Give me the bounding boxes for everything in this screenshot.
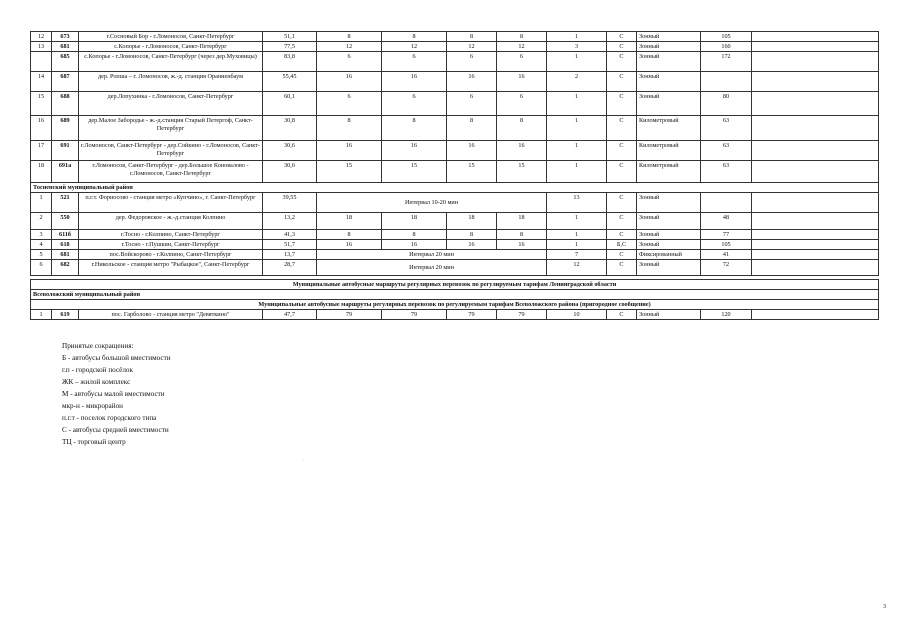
- route-code: 619: [52, 310, 79, 320]
- trips-value: 16: [317, 240, 382, 250]
- abbreviation-item: мкр-н - микрорайон: [62, 402, 124, 410]
- route-length: 39,55: [263, 193, 317, 213]
- table-row: [31, 250, 879, 260]
- trips-value: 79: [447, 310, 497, 320]
- route-length: 30,6: [263, 161, 317, 183]
- trips-value: 6: [382, 92, 447, 116]
- price: 63: [701, 116, 752, 141]
- tariff-type: Зонный: [637, 193, 701, 213]
- vehicle-class: С: [607, 230, 637, 240]
- vehicle-class: С: [607, 260, 637, 276]
- trips-value: 8: [382, 116, 447, 141]
- route-code: 521: [52, 193, 79, 213]
- trips-value: 6: [317, 52, 382, 72]
- route-name: с.Копорье - г.Ломоносов, Санкт-Петербург: [79, 42, 263, 52]
- route-length: 77,5: [263, 42, 317, 52]
- vehicles-count: 12: [547, 260, 607, 276]
- route-code: 611б: [52, 230, 79, 240]
- row-number: 5: [31, 250, 52, 260]
- price: 63: [701, 161, 752, 183]
- route-length: 60,1: [263, 92, 317, 116]
- vehicle-class: С: [607, 32, 637, 42]
- price: 41: [701, 250, 752, 260]
- abbreviations-legend: [62, 340, 171, 448]
- trips-value: 16: [382, 141, 447, 161]
- trips-value: 8: [382, 32, 447, 42]
- route-length: 28,7: [263, 260, 317, 276]
- tariff-type: Километровый: [637, 141, 701, 161]
- route-name: г.Никольское - станция метро "Рыбацкое", Санкт-Петербург: [79, 260, 263, 276]
- trips-value: 6: [497, 92, 547, 116]
- price: 172: [701, 52, 752, 72]
- route-code: 688: [52, 92, 79, 116]
- route-code: 691а: [52, 161, 79, 183]
- notes: [752, 92, 879, 116]
- tariff-type: Километровый: [637, 161, 701, 183]
- trips-value: 79: [317, 310, 382, 320]
- trips-value: 12: [382, 42, 447, 52]
- price: [701, 72, 752, 92]
- trips-value: 16: [447, 141, 497, 161]
- notes: [752, 193, 879, 213]
- table-row: [31, 72, 879, 92]
- vehicle-class: С: [607, 310, 637, 320]
- notes: [752, 260, 879, 276]
- route-name: г.Тосно - г.Пушкин, Санкт-Петербург: [79, 240, 263, 250]
- route-code: 685: [52, 52, 79, 72]
- trips-value: 15: [447, 161, 497, 183]
- price: 160: [701, 42, 752, 52]
- trips-value: 18: [497, 213, 547, 230]
- abbreviation-item: ЖК – жилой комплекс: [62, 378, 131, 386]
- tariff-type: Фиксированный: [637, 250, 701, 260]
- table-row: [31, 116, 879, 141]
- price: 105: [701, 240, 752, 250]
- tariff-type: Зонный: [637, 32, 701, 42]
- trips-value: 16: [317, 141, 382, 161]
- scan-dot: ·: [303, 458, 305, 463]
- row-number: 1: [31, 310, 52, 320]
- notes: [752, 52, 879, 72]
- abbreviation-item: ТЦ - торговый центр: [62, 438, 126, 446]
- trips-value: 8: [317, 116, 382, 141]
- trips-value: 16: [447, 240, 497, 250]
- abbreviation-item: М - автобусы малой вместимости: [62, 390, 165, 398]
- vehicles-count: 13: [547, 193, 607, 213]
- notes: [752, 42, 879, 52]
- trips-value: 8: [497, 230, 547, 240]
- district-vsevolozhsk-label: Всеволожский муниципальный район: [31, 290, 879, 300]
- route-name: г.Сосновый Бор - г.Ломоносов, Санкт-Петербург: [79, 32, 263, 42]
- trips-value: 16: [317, 72, 382, 92]
- abbreviation-item: Б - автобусы большой вместимости: [62, 354, 171, 362]
- route-name: п.г.т. Форносово - станция метро «Купчино», г. Санкт-Петербург: [79, 193, 263, 213]
- table-row: [31, 260, 879, 276]
- route-code: 550: [52, 213, 79, 230]
- vehicles-count: 1: [547, 230, 607, 240]
- section-header: [31, 276, 879, 310]
- interval-note: Интервал 20 мин: [317, 250, 547, 260]
- trips-value: 8: [447, 116, 497, 141]
- table-row: [31, 52, 879, 72]
- route-length: 41,3: [263, 230, 317, 240]
- route-name: дер. Ропша – г. Ломоносов, ж.-д. станция Ораниенбаум: [79, 72, 263, 92]
- vehicle-class: С: [607, 250, 637, 260]
- trips-value: 8: [497, 32, 547, 42]
- row-number: 3: [31, 230, 52, 240]
- route-name: с.Копорье - г.Ломоносов, Санкт-Петербург (через дер.Муховицы): [79, 52, 263, 72]
- vehicle-class: Б,С: [607, 240, 637, 250]
- route-length: 55,45: [263, 72, 317, 92]
- trips-value: 6: [382, 52, 447, 72]
- vehicles-count: 1: [547, 52, 607, 72]
- vehicle-class: С: [607, 213, 637, 230]
- routes-table: [30, 31, 879, 320]
- vehicle-class: С: [607, 52, 637, 72]
- row-number: 4: [31, 240, 52, 250]
- price: 63: [701, 141, 752, 161]
- tariff-type: Зонный: [637, 52, 701, 72]
- vehicles-count: 10: [547, 310, 607, 320]
- price: 80: [701, 92, 752, 116]
- table-row: [31, 193, 879, 213]
- vehicle-class: С: [607, 116, 637, 141]
- trips-value: 18: [447, 213, 497, 230]
- price: 105: [701, 32, 752, 42]
- tariff-type: Зонный: [637, 310, 701, 320]
- abbreviations-list: [62, 352, 171, 448]
- row-number: 16: [31, 116, 52, 141]
- tariff-type: Зонный: [637, 260, 701, 276]
- row-number: 13: [31, 42, 52, 52]
- trips-value: 16: [497, 141, 547, 161]
- route-code: 618: [52, 240, 79, 250]
- route-name: дер.Лопухинка - г.Ломоносов, Санкт-Петербург: [79, 92, 263, 116]
- trips-value: 16: [497, 240, 547, 250]
- route-code: 681: [52, 42, 79, 52]
- price: [701, 193, 752, 213]
- interval-note: Интервал 20 мин: [317, 260, 547, 276]
- section-title: Муниципальные автобусные маршруты регулярных перевозок по регулируемым тарифам Ленинградской области: [31, 280, 879, 290]
- route-length: 13,2: [263, 213, 317, 230]
- route-name: дер. Федоровское - ж.-д.станция Колпино: [79, 213, 263, 230]
- abbreviation-item: г.п - городской посёлок: [62, 366, 133, 374]
- row-number: 15: [31, 92, 52, 116]
- row-number: 12: [31, 32, 52, 42]
- vehicles-count: 1: [547, 240, 607, 250]
- vehicle-class: С: [607, 141, 637, 161]
- route-name: г.Ломоносов, Санкт-Петербург - дер.Сойкино - г.Ломоносов, Санкт-Петербург: [79, 141, 263, 161]
- route-code: 689: [52, 116, 79, 141]
- trips-value: 18: [317, 213, 382, 230]
- trips-value: 79: [382, 310, 447, 320]
- trips-value: 16: [382, 240, 447, 250]
- trips-value: 8: [447, 32, 497, 42]
- trips-value: 15: [497, 161, 547, 183]
- page-number: 3: [883, 604, 886, 610]
- trips-value: 12: [447, 42, 497, 52]
- row-number: 6: [31, 260, 52, 276]
- district-tosno: [31, 183, 879, 193]
- table-row: [31, 161, 879, 183]
- route-name: дер.Малое Забородье - ж.-д.станция Старый Петергоф, Санкт-Петербург: [79, 116, 263, 141]
- route-code: 687: [52, 72, 79, 92]
- district-tosno-label: Тосненский муниципальный район: [31, 183, 879, 193]
- row-number: 18: [31, 161, 52, 183]
- notes: [752, 161, 879, 183]
- trips-value: 8: [317, 32, 382, 42]
- abbreviations-heading: Принятые сокращения:: [62, 342, 134, 350]
- tariff-type: Зонный: [637, 230, 701, 240]
- subsection-title: Муниципальные автобусные маршруты регулярных перевозок по регулируемым тарифам Всеволожского района (пригородное сообщение): [31, 300, 879, 310]
- row-number: 14: [31, 72, 52, 92]
- notes: [752, 250, 879, 260]
- route-length: 51,7: [263, 240, 317, 250]
- table-row: [31, 141, 879, 161]
- trips-value: 6: [447, 52, 497, 72]
- route-length: 30,6: [263, 141, 317, 161]
- tariff-type: Зонный: [637, 72, 701, 92]
- vehicles-count: 1: [547, 32, 607, 42]
- row-number: 1: [31, 193, 52, 213]
- vehicle-class: С: [607, 193, 637, 213]
- vehicles-count: 1: [547, 92, 607, 116]
- vehicle-class: С: [607, 72, 637, 92]
- table-row: [31, 213, 879, 230]
- route-code: 681: [52, 250, 79, 260]
- vehicle-class: С: [607, 161, 637, 183]
- vehicles-count: 1: [547, 161, 607, 183]
- price: 48: [701, 213, 752, 230]
- vehicles-count: 1: [547, 141, 607, 161]
- interval-note: Интервал 10-20 мин: [317, 193, 547, 213]
- vehicles-count: 3: [547, 42, 607, 52]
- trips-value: 16: [447, 72, 497, 92]
- vehicle-class: С: [607, 92, 637, 116]
- route-name: г.Ломоносов, Санкт-Петербург - дер.Большое Коновалово - г.Ломоносов, Санкт-Петербург: [79, 161, 263, 183]
- trips-value: 8: [382, 230, 447, 240]
- price: 120: [701, 310, 752, 320]
- table-row: [31, 42, 879, 52]
- tariff-type: Зонный: [637, 42, 701, 52]
- trips-value: 6: [317, 92, 382, 116]
- route-name: г.Тосно - г.Колпино, Санкт-Петербург: [79, 230, 263, 240]
- route-code: 691: [52, 141, 79, 161]
- notes: [752, 213, 879, 230]
- notes: [752, 230, 879, 240]
- tariff-type: Километровый: [637, 116, 701, 141]
- vehicles-count: 1: [547, 213, 607, 230]
- table-row: [31, 32, 879, 42]
- trips-value: 16: [497, 72, 547, 92]
- price: 72: [701, 260, 752, 276]
- routes-block-a: [31, 32, 879, 183]
- row-number: 2: [31, 213, 52, 230]
- trips-value: 18: [382, 213, 447, 230]
- route-length: 51,1: [263, 32, 317, 42]
- table-row: [31, 240, 879, 250]
- trips-value: 8: [497, 116, 547, 141]
- tariff-type: Зонный: [637, 240, 701, 250]
- notes: [752, 72, 879, 92]
- routes-block-b: [31, 193, 879, 276]
- vehicles-count: 2: [547, 72, 607, 92]
- notes: [752, 141, 879, 161]
- route-length: 47,7: [263, 310, 317, 320]
- trips-value: 6: [497, 52, 547, 72]
- tariff-type: Зонный: [637, 213, 701, 230]
- row-number: 17: [31, 141, 52, 161]
- table-row: [31, 92, 879, 116]
- vehicles-count: 1: [547, 116, 607, 141]
- trips-value: 8: [447, 230, 497, 240]
- trips-value: 15: [317, 161, 382, 183]
- trips-value: 12: [317, 42, 382, 52]
- route-name: пос.Войскорово - г.Колпино, Санкт-Петербург: [79, 250, 263, 260]
- trips-value: 16: [382, 72, 447, 92]
- notes: [752, 116, 879, 141]
- notes: [752, 240, 879, 250]
- price: 77: [701, 230, 752, 240]
- trips-value: 6: [447, 92, 497, 116]
- trips-value: 79: [497, 310, 547, 320]
- abbreviation-item: С - автобусы средней вместимости: [62, 426, 169, 434]
- trips-value: 12: [497, 42, 547, 52]
- table-row: [31, 230, 879, 240]
- vehicle-class: С: [607, 42, 637, 52]
- notes: [752, 32, 879, 42]
- notes: [752, 310, 879, 320]
- abbreviation-item: п.г.т - поселок городского типа: [62, 414, 157, 422]
- table-row: [31, 310, 879, 320]
- vehicles-count: 7: [547, 250, 607, 260]
- route-code: 673: [52, 32, 79, 42]
- route-length: 30,8: [263, 116, 317, 141]
- route-length: 13,7: [263, 250, 317, 260]
- tariff-type: Зонный: [637, 92, 701, 116]
- routes-block-c: [31, 310, 879, 320]
- trips-value: 8: [317, 230, 382, 240]
- route-length: 83,8: [263, 52, 317, 72]
- route-code: 682: [52, 260, 79, 276]
- trips-value: 15: [382, 161, 447, 183]
- route-name: пос. Гарболово - станция метро "Девяткино": [79, 310, 263, 320]
- row-number: [31, 52, 52, 72]
